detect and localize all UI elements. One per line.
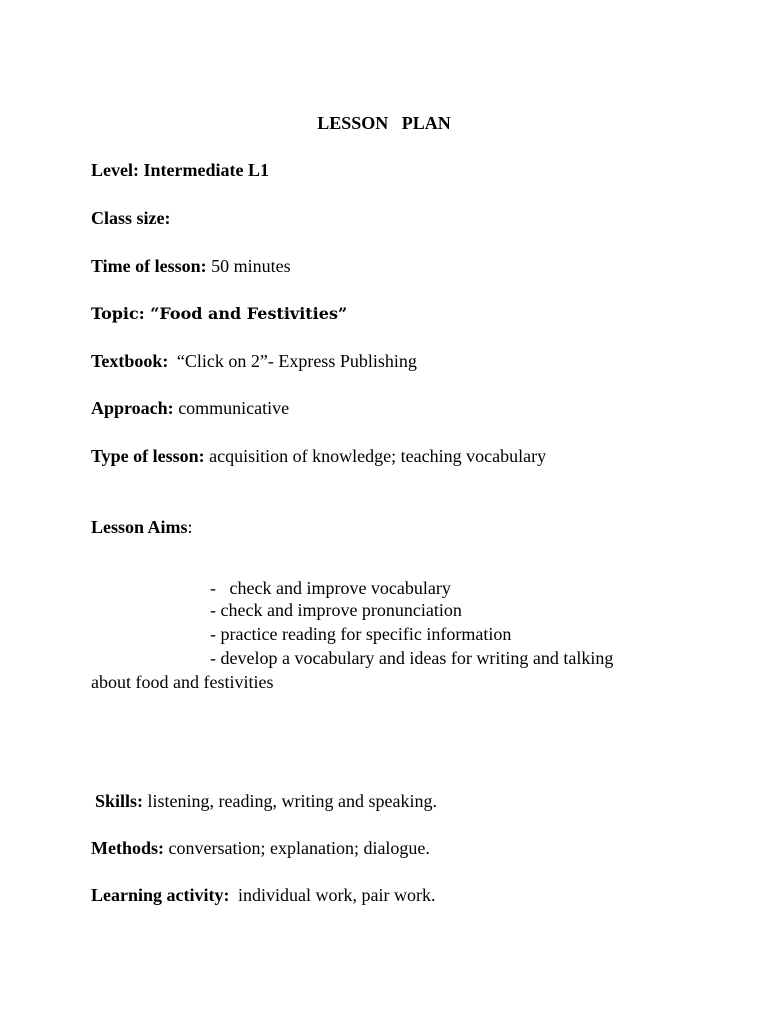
methods-value: conversation; explanation; dialogue. (168, 838, 430, 858)
type-value: acquisition of knowledge; teaching vocabulary (209, 446, 547, 466)
approach-label: Approach: (91, 398, 174, 418)
aim-item: - practice reading for specific information (210, 624, 512, 644)
methods-label: Methods: (91, 838, 164, 858)
aim-item: - check and improve vocabulary (210, 578, 451, 598)
skills-label: Skills: (95, 791, 144, 811)
class-size-line: Class size: (91, 208, 171, 228)
level-line: Level: Intermediate L1 (91, 160, 269, 180)
aims-colon: : (187, 517, 193, 537)
textbook-value: “Click on 2”- Express Publishing (176, 351, 417, 371)
approach-value: communicative (178, 398, 290, 418)
skills-value: listening, reading, writing and speaking. (147, 791, 437, 811)
learning-activity-label: Learning activity: (91, 885, 230, 905)
time-value: 50 minutes (211, 256, 291, 276)
textbook-label: Textbook: (91, 351, 169, 371)
aim-item-continuation: about food and festivities (91, 672, 274, 692)
aim-item: - check and improve pronunciation (210, 600, 462, 620)
aims-label: Lesson Aims (91, 517, 188, 537)
skills-line (95, 790, 437, 812)
methods-line (91, 837, 430, 859)
aims-heading (91, 516, 193, 538)
textbook-line (91, 350, 417, 372)
approach-line (91, 397, 289, 419)
type-label: Type of lesson: (91, 446, 205, 466)
aim-item: - develop a vocabulary and ideas for writing and talking (210, 648, 614, 668)
page-title: LESSON PLAN (317, 113, 451, 133)
topic-line: Topic: “Food and Festivities” (91, 304, 348, 323)
learning-activity-value: individual work, pair work. (237, 885, 436, 905)
time-line (91, 255, 291, 277)
time-label: Time of lesson: (91, 256, 207, 276)
learning-activity-line (91, 884, 435, 906)
type-line (91, 445, 546, 467)
